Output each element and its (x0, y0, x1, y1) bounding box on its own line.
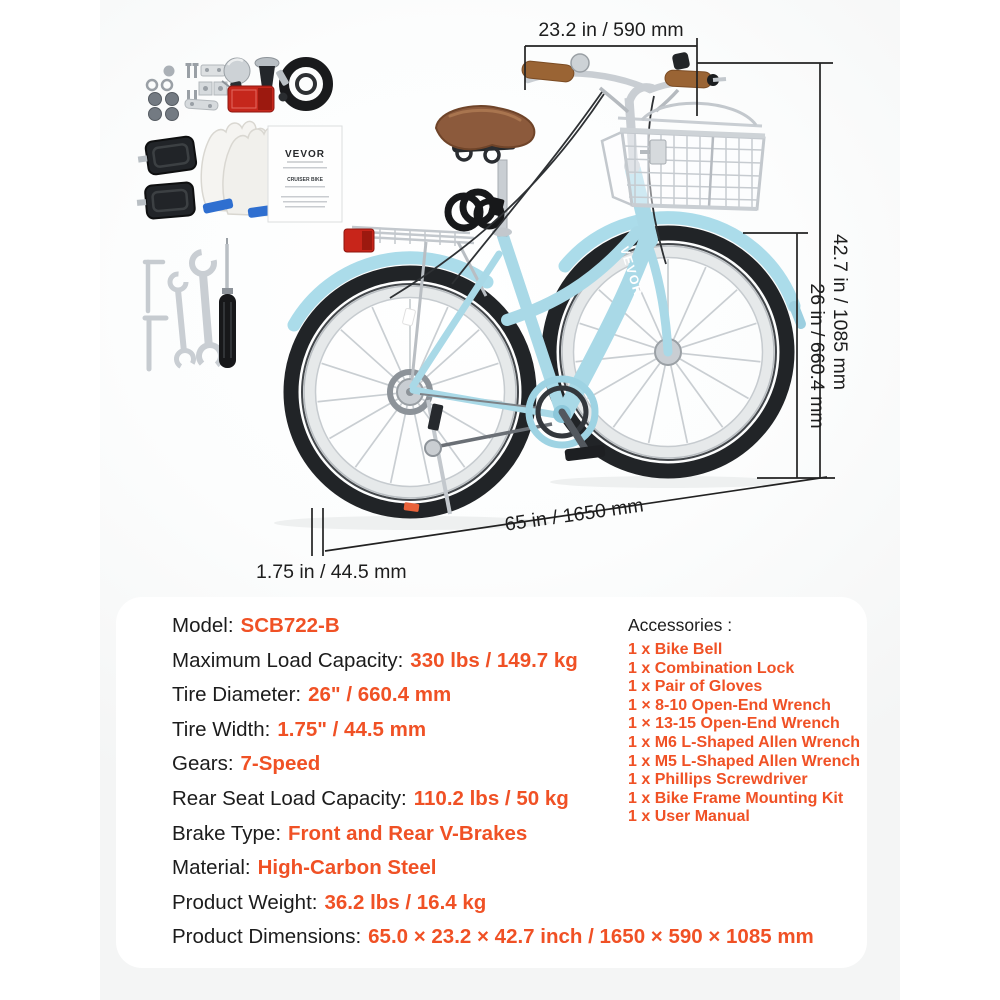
svg-text:CRUISER BIKE: CRUISER BIKE (287, 177, 323, 183)
spec-label: Material: (172, 856, 251, 880)
svg-text:VEVOR: VEVOR (284, 149, 326, 160)
spec-card (116, 597, 867, 968)
accessory-item: 1 x Phillips Screwdriver (628, 771, 808, 789)
spec-row-material (172, 851, 814, 886)
accessory-screwdriver (219, 238, 236, 368)
accessory-item: 1 x M6 L-Shaped Allen Wrench (628, 733, 861, 751)
spec-label: Tire Diameter: (172, 683, 302, 707)
accessory-item: 1 × 13-15 Open-End Wrench (628, 715, 840, 733)
accessories-list (628, 614, 860, 827)
spec-value: 110.2 lbs / 50 kg (413, 786, 569, 810)
spec-value: 36.2 lbs / 16.4 kg (324, 890, 487, 914)
spec-value: 7-Speed (240, 752, 321, 776)
tail-reflector (344, 229, 374, 252)
spec-value: 26" / 660.4 mm (308, 683, 452, 707)
rear-wheel (291, 273, 529, 512)
spec-value: Front and Rear V-Brakes (288, 821, 528, 845)
right-grip (665, 70, 713, 88)
label-tire-width: 1.75 in / 44.5 mm (256, 561, 407, 583)
basket-mount (650, 140, 666, 164)
spec-value: SCB722-B (240, 614, 340, 637)
cable-lock-on-bike (448, 192, 505, 228)
accessory-item: 1 x User Manual (628, 808, 750, 826)
spec-row-dimensions (172, 920, 814, 955)
spec-value: 1.75" / 44.5 mm (277, 717, 427, 741)
accessory-combination-lock (275, 62, 328, 106)
spec-label: Rear Seat Load Capacity: (172, 786, 407, 810)
accessory-hardware-kit (147, 63, 227, 121)
label-handlebar-width: 23.2 in / 590 mm (538, 19, 684, 41)
accessory-pedals (136, 136, 197, 220)
front-basket (602, 103, 765, 209)
shifter (672, 52, 691, 71)
spec-label: Maximum Load Capacity: (172, 648, 404, 672)
spec-label: Brake Type: (172, 821, 282, 845)
accessory-item: 1 x Bike Frame Mounting Kit (628, 789, 844, 807)
accessory-item: 1 x Pair of Gloves (628, 678, 763, 696)
accessory-user-manual (268, 126, 342, 222)
spec-value: 330 lbs / 149.7 kg (410, 648, 578, 672)
spec-label: Model: (172, 614, 234, 637)
accessory-item: 1 x Combination Lock (628, 659, 795, 677)
accessory-reflector (228, 86, 274, 112)
accessory-allen-wrenches (145, 262, 166, 369)
accessory-open-end-wrenches (170, 252, 225, 371)
spec-label: Product Dimensions: (172, 925, 362, 949)
bell-on-bike (571, 54, 589, 72)
accessory-item: 1 x Bike Bell (628, 641, 723, 658)
spec-label: Gears: (172, 752, 234, 776)
spec-label: Product Weight: (172, 890, 318, 914)
label-wheel-diameter: 26 in / 660.4 mm (806, 283, 828, 429)
dim-tire-width (312, 508, 323, 556)
spec-row-weight (172, 886, 814, 921)
label-total-height: 42.7 in / 1085 mm (829, 233, 851, 391)
label-total-length: 65 in / 1650 mm (503, 494, 645, 536)
spec-value: 65.0 × 23.2 × 42.7 inch / 1650 × 590 × 1085 mm (368, 925, 814, 949)
accessory-item: 1 x M5 L-Shaped Allen Wrench (628, 752, 861, 770)
spec-label: Tire Width: (172, 717, 271, 741)
spec-value: High-Carbon Steel (257, 856, 437, 880)
saddle (436, 106, 534, 162)
frame-logo: VEVOR (617, 244, 646, 298)
brake-lever (600, 88, 628, 112)
accessories-header: Accessories : (628, 615, 733, 635)
accessory-item: 1 × 8-10 Open-End Wrench (628, 696, 831, 714)
spoke-reflector (402, 308, 416, 326)
